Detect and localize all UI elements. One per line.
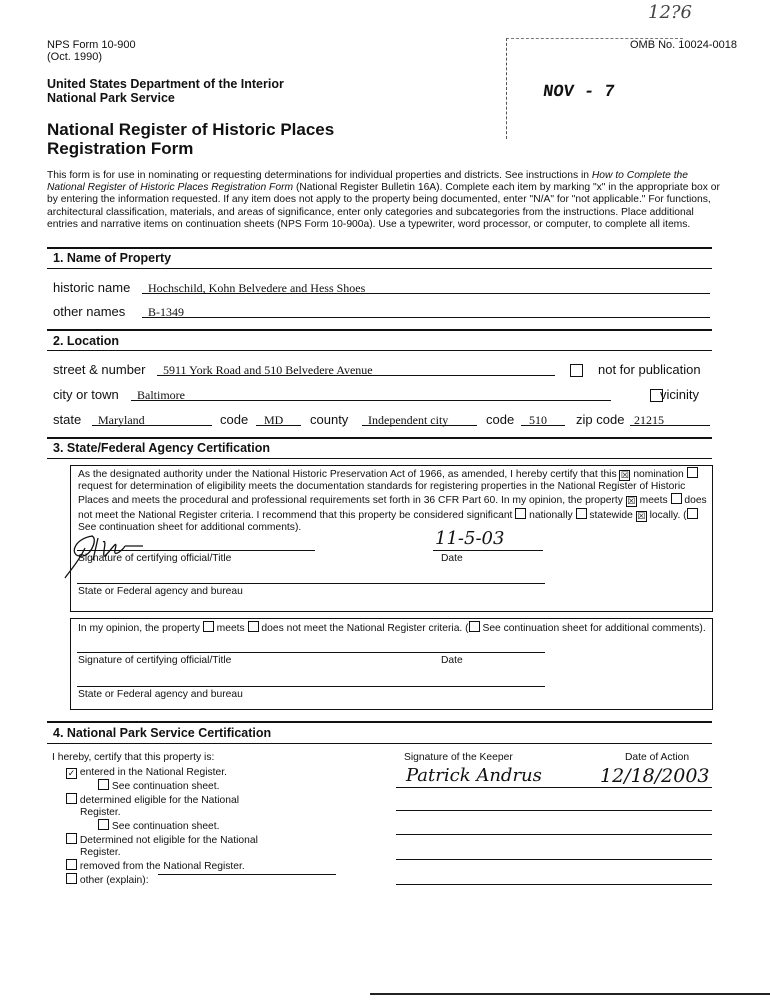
street-field[interactable]	[157, 361, 555, 376]
zip-value: 21215	[634, 413, 664, 427]
agency-label: State or Federal agency and bureau	[78, 586, 243, 597]
zip-field[interactable]	[630, 411, 710, 426]
zip-label: zip code	[576, 412, 625, 427]
instructions	[47, 170, 727, 231]
signature-line	[77, 550, 315, 551]
section-3-title: 3. State/Federal Agency Certification	[53, 441, 270, 455]
city-value: Baltimore	[137, 388, 185, 402]
date-label: Date	[441, 553, 463, 564]
state-label: state	[53, 412, 82, 427]
omb-number: OMB No. 10024-0018	[630, 39, 738, 51]
does-not-meet-checkbox[interactable]	[671, 493, 682, 504]
county-code-label: code	[486, 412, 515, 427]
date-of-action-value: 12/18/2003	[600, 765, 710, 787]
text-segment: does not meet the National Register criteria. I recommend that this property be considered significant	[78, 495, 707, 521]
text-segment: does not meet the National Register criteria. (	[258, 623, 469, 634]
text-segment: entered in the National Register.	[79, 767, 227, 778]
received-stamp	[506, 38, 683, 139]
option-entered[interactable]	[66, 767, 280, 779]
date-line	[433, 550, 543, 551]
keeper-line	[396, 884, 712, 885]
not-for-publication-checkbox[interactable]	[570, 364, 583, 377]
date-label: Date	[441, 655, 463, 666]
instructions-text: This form is for use in nominating or requesting determinations for individual properties and districts. See instructions in	[47, 170, 592, 181]
corner-handwritten-note: 12?6	[648, 2, 693, 23]
text-segment: other (explain):	[79, 875, 149, 886]
nationally-checkbox[interactable]	[515, 508, 526, 519]
opinion-box	[70, 618, 713, 710]
date-of-action-label: Date of Action	[625, 752, 690, 763]
divider	[47, 721, 712, 723]
checkbox[interactable]	[98, 819, 109, 830]
form-title: National Register of Historic Places	[47, 120, 335, 139]
checkbox[interactable]	[66, 873, 77, 884]
nps-cert-intro: I hereby, certify that this property is:	[52, 752, 215, 763]
text-segment: meets	[636, 495, 671, 507]
county-field[interactable]	[362, 411, 477, 426]
opinion-text	[78, 621, 706, 634]
text-segment: removed from the National Register.	[79, 861, 245, 872]
checkbox[interactable]	[98, 779, 109, 790]
opinion-does-not-meet-checkbox[interactable]	[248, 621, 259, 632]
text-segment: determined eligible for the National Register.	[79, 795, 239, 818]
request-checkbox[interactable]	[687, 467, 698, 478]
statewide-checkbox[interactable]	[576, 508, 587, 519]
divider	[47, 329, 712, 331]
keeper-line	[396, 787, 712, 788]
divider	[47, 247, 712, 249]
divider	[47, 268, 712, 269]
other-explain-line[interactable]	[158, 874, 336, 875]
state-field[interactable]	[92, 411, 212, 426]
certification-box	[70, 465, 713, 612]
section-4-title: 4. National Park Service Certification	[53, 726, 272, 740]
text-segment: See continuation sheet for additional comments).	[78, 521, 302, 533]
option-eligible[interactable]	[66, 793, 260, 819]
state-code-value: MD	[264, 413, 284, 427]
county-label: county	[310, 412, 349, 427]
section-2-title: 2. Location	[53, 334, 119, 348]
nps-cert-options	[66, 767, 280, 887]
agency-line	[77, 686, 545, 687]
not-for-publication-label: not for publication	[598, 362, 701, 377]
signature-line	[77, 652, 545, 653]
other-names-value: B-1349	[148, 305, 184, 319]
text-segment: See continuation sheet.	[111, 781, 220, 792]
stamp-date: NOV - 7	[541, 83, 616, 102]
text-segment: See continuation sheet.	[111, 821, 220, 832]
keeper-line	[396, 810, 712, 811]
instructions-italic: How to Complete the National Register of Historic Places Registration Form	[47, 170, 689, 194]
agency-label: State or Federal agency and bureau	[78, 689, 243, 700]
opinion-meets-checkbox[interactable]	[203, 621, 214, 632]
text-segment: Determined not eligible for the National Register.	[79, 835, 258, 858]
county-value: Independent city	[368, 413, 449, 427]
form-date: (Oct. 1990)	[47, 51, 103, 63]
state-value: Maryland	[98, 413, 145, 427]
text-segment: meets	[213, 623, 248, 634]
entered-checkbox[interactable]: ✓	[67, 768, 76, 778]
historic-name-value: Hochschild, Kohn Belvedere and Hess Shoes	[148, 281, 366, 295]
department: United States Department of the Interior	[47, 77, 284, 91]
service: National Park Service	[47, 91, 175, 105]
instructions-text-2: (National Register Bulletin 16A). Complete each item by marking "x" in the appropriate box or by entering the information requested. If any item does not apply to the property being documented, enter "N/A" for "not applicable." For functions, architectural classification, materials, and areas of significance, enter only categories and subcategories from the instructions. Place additional entries and narrative items on continuation sheets (NPS Form 10-900a). Use a typewriter, word processor, or computer, to complete all items.	[47, 182, 720, 230]
text-segment: See continuation sheet for additional comments).	[479, 623, 706, 634]
nomination-checkbox[interactable]: ☒	[620, 470, 629, 480]
section-1-title: 1. Name of Property	[53, 251, 172, 265]
checkbox[interactable]	[66, 833, 77, 844]
option-entered-continuation[interactable]	[66, 779, 280, 793]
certification-date-value: 11-5-03	[435, 528, 505, 549]
vicinity-label: vicinity	[660, 387, 700, 402]
agency-line	[77, 583, 545, 584]
option-not-eligible[interactable]	[66, 833, 280, 859]
state-code-label: code	[220, 412, 249, 427]
divider	[47, 437, 712, 439]
county-code-field[interactable]	[521, 411, 565, 426]
county-code-value: 510	[529, 413, 547, 427]
text-segment: In my opinion, the property	[78, 623, 203, 634]
locally-checkbox[interactable]: ☒	[637, 510, 646, 521]
other-names-field[interactable]	[142, 303, 710, 318]
text-segment: locally. (	[646, 509, 687, 521]
historic-name-label: historic name	[53, 280, 131, 295]
divider	[47, 458, 712, 459]
historic-name-field[interactable]	[142, 279, 710, 294]
city-label: city or town	[53, 387, 119, 402]
form-number: NPS Form 10-900	[47, 39, 136, 51]
text-segment: As the designated authority under the National Historic Preservation Act of 1966, as amended, I hereby certify that this	[78, 469, 620, 480]
divider	[47, 743, 712, 744]
continuation-checkbox[interactable]	[687, 508, 698, 519]
keeper-label: Signature of the Keeper	[404, 752, 513, 763]
signature-label: Signature of certifying official/Title	[78, 655, 232, 666]
state-code-field[interactable]	[256, 411, 301, 426]
opinion-continuation-checkbox[interactable]	[469, 621, 480, 632]
street-value: 5911 York Road and 510 Belvedere Avenue	[163, 363, 373, 377]
keeper-line	[396, 859, 712, 860]
checkbox[interactable]	[66, 859, 77, 870]
text-segment: request for determination of eligibility meets the documentation standards for registering properties in the National Register of Historic Places and meets the procedural and professional requirements set forth in 36 CFR Part 60. In my opinion, the property	[78, 481, 686, 507]
form-subtitle: Registration Form	[47, 139, 194, 158]
signature-label: Signature of certifying official/Title	[78, 553, 232, 564]
meets-checkbox[interactable]: ☒	[627, 496, 636, 507]
certification-text	[78, 467, 708, 534]
option-removed[interactable]	[66, 859, 280, 873]
option-eligible-continuation[interactable]	[66, 819, 280, 833]
city-field[interactable]	[131, 386, 611, 401]
page-edge	[370, 993, 770, 995]
checkbox[interactable]	[66, 793, 77, 804]
street-label: street & number	[53, 362, 146, 377]
text-segment: nationally	[526, 509, 576, 521]
text-segment: statewide	[586, 509, 636, 521]
other-names-label: other names	[53, 304, 126, 319]
option-other[interactable]	[66, 873, 280, 887]
keeper-signature: Patrick Andrus	[406, 765, 542, 786]
keeper-line	[396, 834, 712, 835]
divider	[47, 350, 712, 351]
text-segment: nomination	[630, 469, 687, 480]
